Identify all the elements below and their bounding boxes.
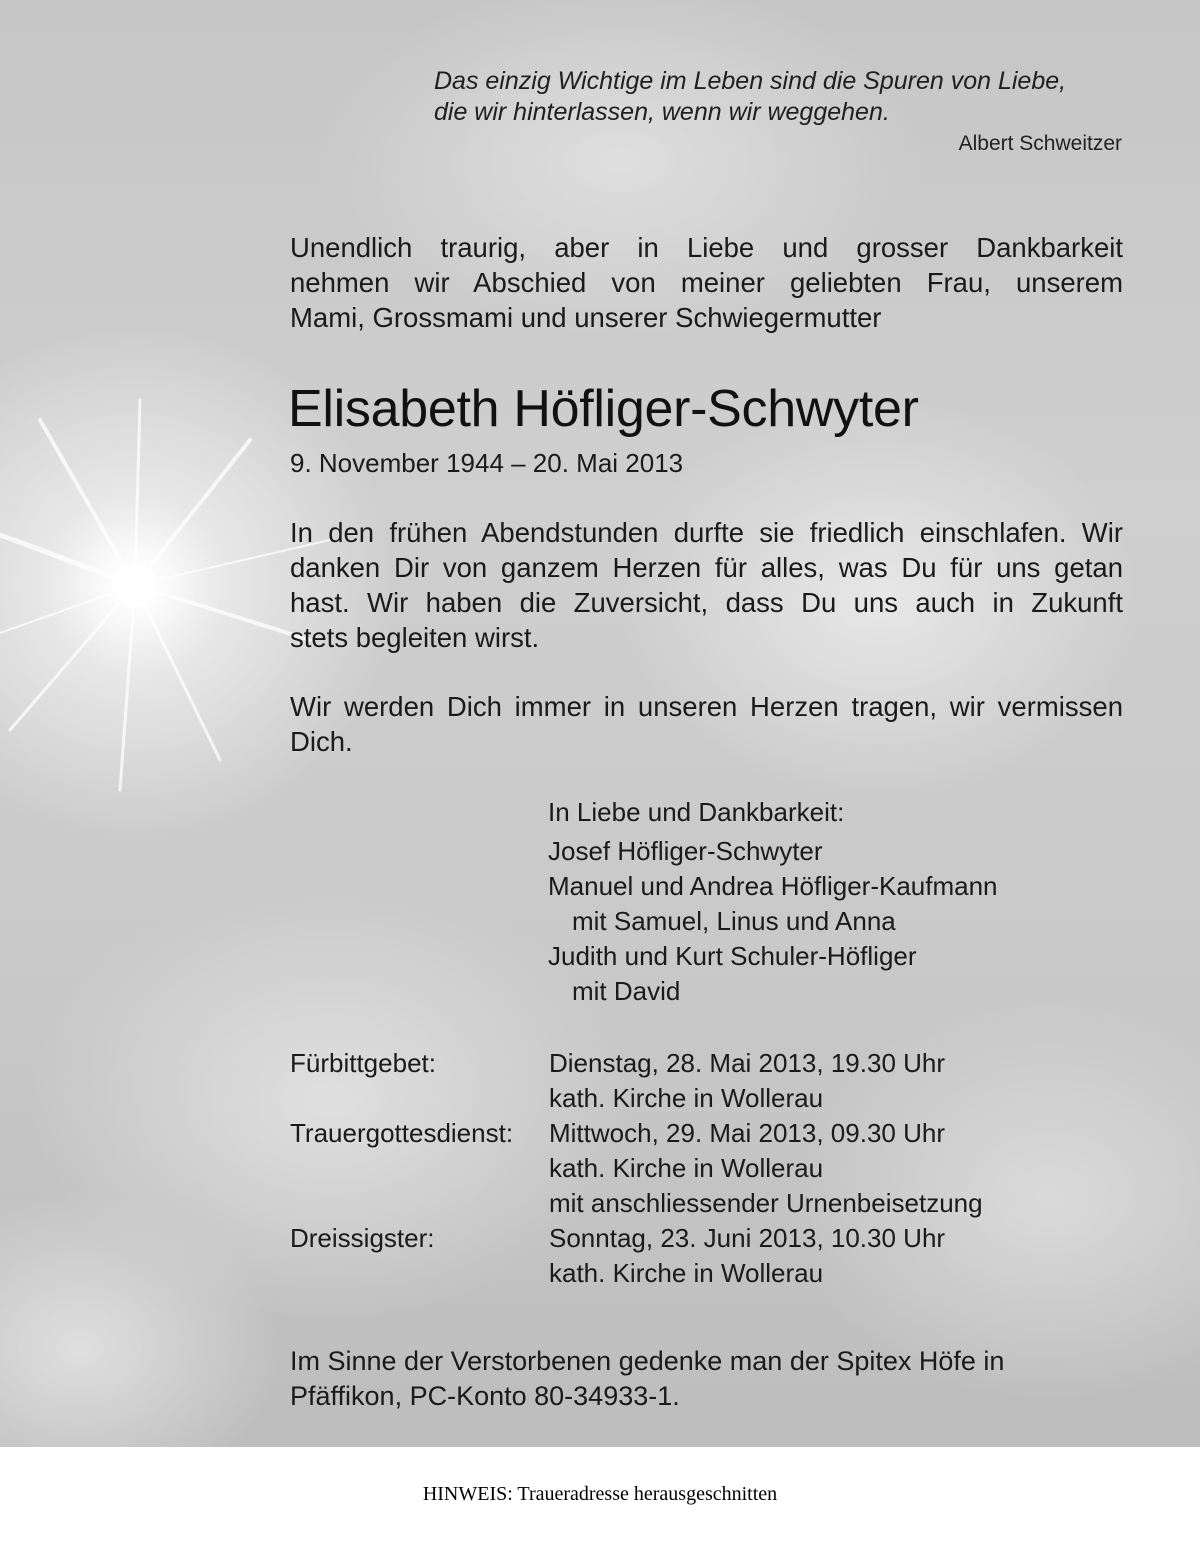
service-detail: kath. Kirche in Wollerau: [549, 1153, 824, 1183]
paragraph-line: danken Dir von ganzem Herzen für alles, was Du für uns getan: [290, 552, 1123, 583]
intro-line: Unendlich traurig, aber in Liebe und grosser Dankbarkeit: [290, 232, 1123, 263]
editorial-note: HINWEIS: Traueradresse herausgeschnitten: [422, 1483, 778, 1505]
intro-line: Mami, Grossmami und unserer Schwiegermutter: [290, 302, 882, 333]
service-detail: Sonntag, 23. Juni 2013, 10.30 Uhr: [549, 1223, 946, 1253]
remembrance-paragraph: [290, 689, 1123, 759]
service-detail: Dienstag, 28. Mai 2013, 19.30 Uhr: [549, 1048, 946, 1078]
paragraph-line: In den frühen Abendstunden durfte sie friedlich einschlafen. Wir: [290, 517, 1123, 548]
quote-line: die wir hinterlassen, wenn wir weggehen.: [434, 98, 890, 126]
donation-line: Pfäffikon, PC-Konto 80-34933-1.: [290, 1381, 680, 1411]
intro-line: nehmen wir Abschied von meiner geliebten Frau, unserem: [290, 267, 1123, 298]
farewell-paragraph: [290, 515, 1123, 655]
intro-paragraph: [290, 230, 1123, 335]
service-entry: [290, 1221, 983, 1291]
service-label: Dreissigster:: [290, 1223, 435, 1253]
quote-author: Albert Schweitzer: [958, 132, 1122, 155]
paragraph-line: Dich.: [290, 726, 353, 757]
family-member: Judith und Kurt Schuler-Höfliger: [548, 941, 917, 971]
service-label: Fürbittgebet:: [290, 1048, 436, 1078]
life-dates: 9. November 1944 – 20. Mai 2013: [290, 448, 684, 478]
service-detail: kath. Kirche in Wollerau: [549, 1258, 824, 1288]
family-member: mit Samuel, Linus und Anna: [572, 906, 896, 936]
service-entry: [290, 1116, 983, 1221]
family-member: Manuel und Andrea Höfliger-Kaufmann: [548, 871, 998, 901]
family-member: Josef Höfliger-Schwyter: [548, 836, 823, 866]
service-detail: mit anschliessender Urnenbeisetzung: [549, 1188, 983, 1218]
donation-note: [290, 1344, 1004, 1414]
family-member: mit David: [572, 976, 681, 1006]
service-schedule: [290, 1046, 983, 1291]
epigraph-quote: [434, 66, 1066, 128]
service-detail: kath. Kirche in Wollerau: [549, 1083, 824, 1113]
paragraph-line: stets begleiten wirst.: [290, 622, 540, 653]
service-label: Trauergottesdienst:: [290, 1118, 514, 1148]
paragraph-line: hast. Wir haben die Zuversicht, dass Du uns auch in Zukunft: [290, 587, 1123, 618]
deceased-name: Elisabeth Höfliger-Schwyter: [288, 380, 919, 438]
family-greeting: In Liebe und Dankbarkeit:: [548, 797, 845, 827]
family-signature: [548, 795, 998, 1009]
donation-line: Im Sinne der Verstorbenen gedenke man der Spitex Höfe in: [290, 1346, 1005, 1376]
quote-line: Das einzig Wichtige im Leben sind die Spuren von Liebe,: [434, 67, 1067, 95]
service-entry: [290, 1046, 983, 1116]
service-detail: Mittwoch, 29. Mai 2013, 09.30 Uhr: [549, 1118, 945, 1148]
paragraph-line: Wir werden Dich immer in unseren Herzen tragen, wir vermissen: [290, 691, 1123, 722]
